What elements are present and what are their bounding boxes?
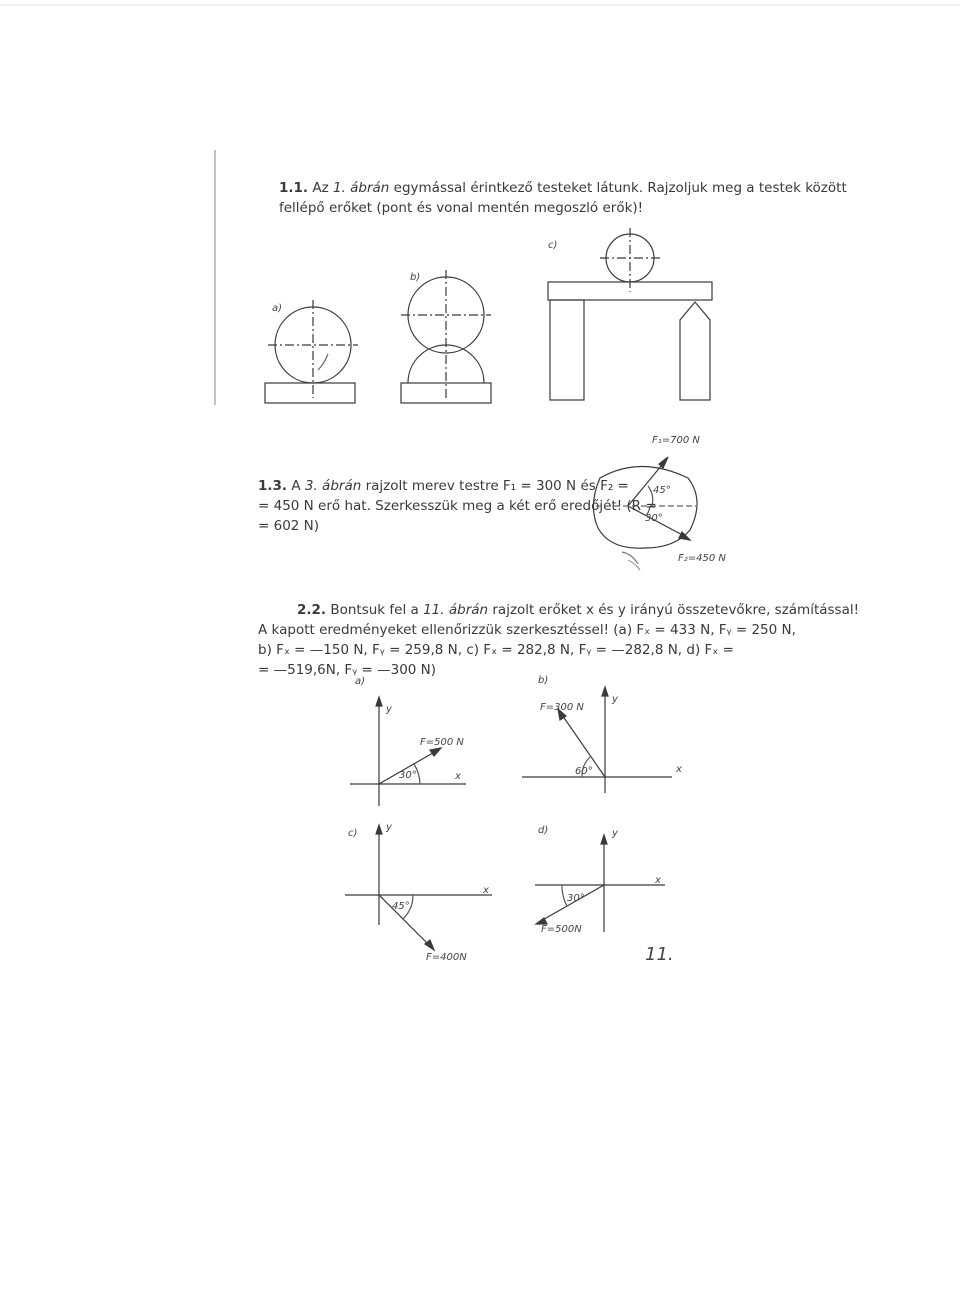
figure-reference: 1. ábrán [332, 180, 390, 196]
fig11a-y: y [386, 704, 392, 715]
fig11d-force: F=500N [541, 924, 582, 935]
problem-number: 1.3. [258, 478, 288, 494]
figure-reference: 3. ábrán [304, 478, 362, 494]
figure-1a [265, 300, 358, 403]
fig11b-label: b) [538, 675, 549, 686]
fig11d-angle: 30° [567, 893, 585, 904]
problem-1-3-line2: = 450 N erő hat. Szerkesszük meg a két erő eredőjét! (R = [258, 498, 657, 514]
problem-2-2-line4: = —519,6N, Fᵧ = —300 N) [258, 662, 437, 678]
problem-1-1-line2: fellépő erőket (pont és vonal mentén megoszló erők)! [279, 200, 644, 216]
fig1-label-a: a) [272, 303, 283, 314]
fig11b-force: F=300 N [540, 702, 584, 713]
problem-number: 2.2. [297, 602, 327, 618]
figure-11a [350, 697, 466, 806]
fig11a-x: x [455, 771, 461, 782]
base-block [265, 383, 355, 403]
fig11b-x: x [676, 764, 682, 775]
fig11b-angle: 60° [575, 766, 593, 777]
figure-1b [401, 270, 491, 403]
fig3-angle-30: 30° [645, 513, 663, 524]
figure-11d [535, 835, 665, 932]
fig11c-y: y [386, 822, 392, 833]
figure-reference: 11. ábrán [423, 602, 489, 618]
fig1-label-b: b) [410, 272, 421, 283]
problem-2-2-line3: b) Fₓ = —150 N, Fᵧ = 259,8 N, c) Fₓ = 282,8 N, Fᵧ = —282,8 N, d) Fₓ = [258, 642, 734, 658]
fig11a-angle: 30° [399, 770, 417, 781]
left-post [550, 300, 584, 400]
fig3-angle-45: 45° [653, 485, 671, 496]
problem-1-3-line3: = 602 N) [258, 518, 320, 534]
problem-2-2-line1: 2.2. Bontsuk fel a 11. ábrán rajzolt erőket x és y irányú összetevőkre, számítással! [297, 602, 860, 618]
fig11d-label: d) [538, 825, 549, 836]
figure-11c [345, 825, 492, 950]
fig3-f2-label: F₂=450 N [678, 553, 726, 564]
fig11a-label: a) [355, 676, 366, 687]
problem-number: 1.1. [279, 180, 309, 196]
right-post [680, 302, 710, 400]
fig11b-y: y [612, 694, 618, 705]
fig11a-force: F=500 N [420, 737, 464, 748]
fig11d-x: x [655, 875, 661, 886]
fig1-label-c: c) [548, 240, 558, 251]
fig11c-label: c) [348, 828, 358, 839]
fig11c-x: x [483, 885, 489, 896]
fig11c-force: F=400N [426, 952, 467, 963]
problem-2-2-line2: A kapott eredményeket ellenőrizzük szerkesztéssel! (a) Fₓ = 433 N, Fᵧ = 250 N, [258, 622, 796, 638]
fig11c-angle: 45° [392, 901, 410, 912]
fig3-f1-label: F₁=700 N [652, 435, 700, 446]
problem-1-1-line1: 1.1. Az 1. ábrán egymással érintkező testeket látunk. Rajzoljuk meg a testek között [279, 180, 847, 196]
figure-1c [548, 228, 712, 400]
problem-1-3-line1: 1.3. A 3. ábrán rajzolt merev testre F₁ = 300 N és F₂ = [258, 478, 629, 494]
fig11d-y: y [612, 828, 618, 839]
page-mark: 11. [645, 944, 674, 965]
